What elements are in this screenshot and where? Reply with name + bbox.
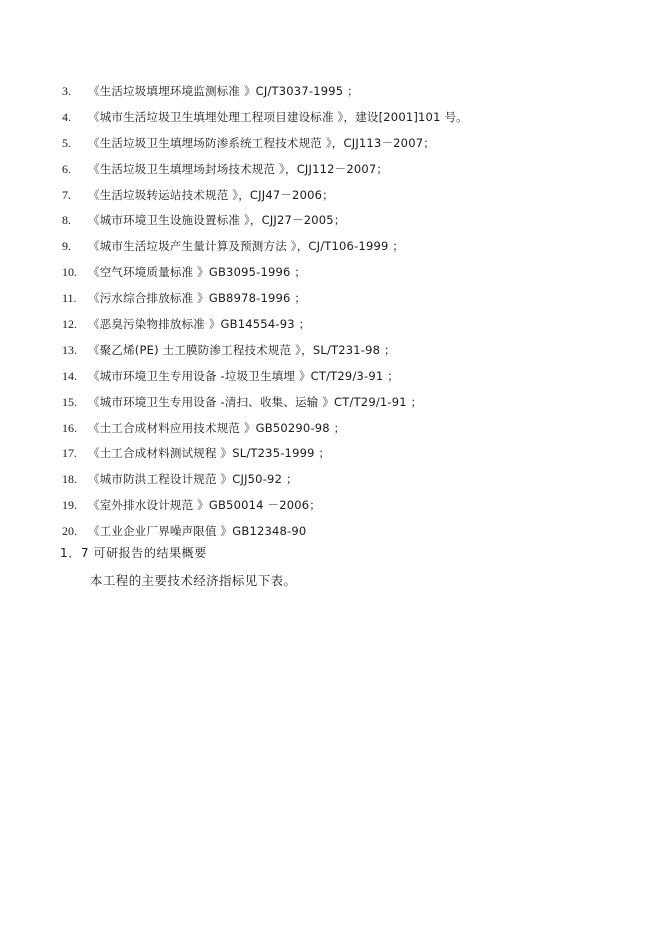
list-item-text: 《工业企业厂界噪声限值 》GB12348-90 — [88, 524, 307, 539]
list-item-number: 12. — [62, 316, 77, 331]
list-item-number: 11. — [62, 291, 77, 306]
list-item-text: 《恶臭污染物排放标准 》GB14554-93 ； — [88, 316, 311, 331]
list-item-number: 8. — [62, 213, 71, 228]
list-item — [62, 182, 468, 208]
list-item-number: 17. — [62, 446, 77, 461]
list-item-number: 15. — [62, 394, 77, 409]
section-heading: 1．7 可研报告的结果概要 — [60, 546, 207, 560]
list-item — [62, 259, 468, 285]
list-item-text: 《城市环境卫生专用设备 -垃圾卫生填埋 》CT/T29/3-91 ； — [88, 368, 399, 383]
list-item-text: 《生活垃圾卫生填埋场防渗系统工程技术规范 》，CJJ113－2007； — [88, 135, 435, 150]
list-item-number: 9. — [62, 239, 71, 254]
list-item — [62, 130, 468, 156]
list-item-number: 3. — [62, 83, 71, 98]
list-item-number: 10. — [62, 265, 77, 280]
list-item — [62, 337, 468, 363]
list-item — [62, 466, 468, 492]
list-item — [62, 233, 468, 259]
list-item-number: 7. — [62, 187, 71, 202]
list-item-text: 《室外排水设计规范 》GB50014 －2006； — [88, 498, 321, 513]
list-item-number: 5. — [62, 135, 71, 150]
list-item — [62, 363, 468, 389]
list-item-number: 4. — [62, 109, 71, 124]
list-item-text: 《土工合成材料应用技术规范 》GB50290-98 ； — [88, 420, 346, 435]
list-item-text: 《聚乙烯(PE) 土工膜防渗工程技术规范 》，SL/T231-98 ； — [88, 342, 396, 357]
list-item — [62, 311, 468, 337]
list-item-number: 6. — [62, 161, 71, 176]
list-item-number: 16. — [62, 420, 77, 435]
list-item-number: 20. — [62, 524, 77, 539]
list-item — [62, 518, 468, 544]
list-item-text: 《生活垃圾转运站技术规范 》，CJJ47－2006； — [88, 187, 334, 202]
list-item-text: 《污水综合排放标准 》GB8978-1996 ； — [88, 291, 307, 306]
list-item — [62, 104, 468, 130]
list-item-number: 14. — [62, 368, 77, 383]
list-item — [62, 285, 468, 311]
list-item-number: 18. — [62, 472, 77, 487]
list-item-number: 19. — [62, 498, 77, 513]
list-item-text: 《城市防洪工程设计规范 》CJJ50-92 ； — [88, 472, 298, 487]
list-item — [62, 207, 468, 233]
list-item-text: 《城市生活垃圾卫生填埋处理工程项目建设标准 》，建设[2001]101 号。 — [88, 109, 468, 124]
list-item — [62, 440, 468, 466]
list-item — [62, 492, 468, 518]
list-item-text: 《生活垃圾填埋环境监测标准 》CJ/T3037-1995 ； — [88, 83, 359, 98]
body-paragraph: 本工程的主要技术经济指标见下表。 — [90, 573, 297, 588]
list-item-text: 《城市环境卫生设施设置标准 》，CJJ27－2005； — [88, 213, 346, 228]
reference-list — [62, 78, 468, 544]
list-item-number: 13. — [62, 342, 77, 357]
list-item-text: 《空气环境质量标准 》GB3095-1996 ； — [88, 265, 307, 280]
list-item — [62, 389, 468, 415]
list-item — [62, 415, 468, 441]
list-item-text: 《土工合成材料测试规程 》SL/T235-1999 ； — [88, 446, 331, 461]
list-item-text: 《生活垃圾卫生填埋场封场技术规范 》，CJJ112－2007； — [88, 161, 389, 176]
list-item-text: 《城市环境卫生专用设备 -清扫、收集、运输 》CT/T29/1-91 ； — [88, 394, 423, 409]
list-item — [62, 156, 468, 182]
list-item — [62, 78, 468, 104]
list-item-text: 《城市生活垃圾产生量计算及预测方法 》，CJ/T106-1999 ； — [88, 239, 405, 254]
